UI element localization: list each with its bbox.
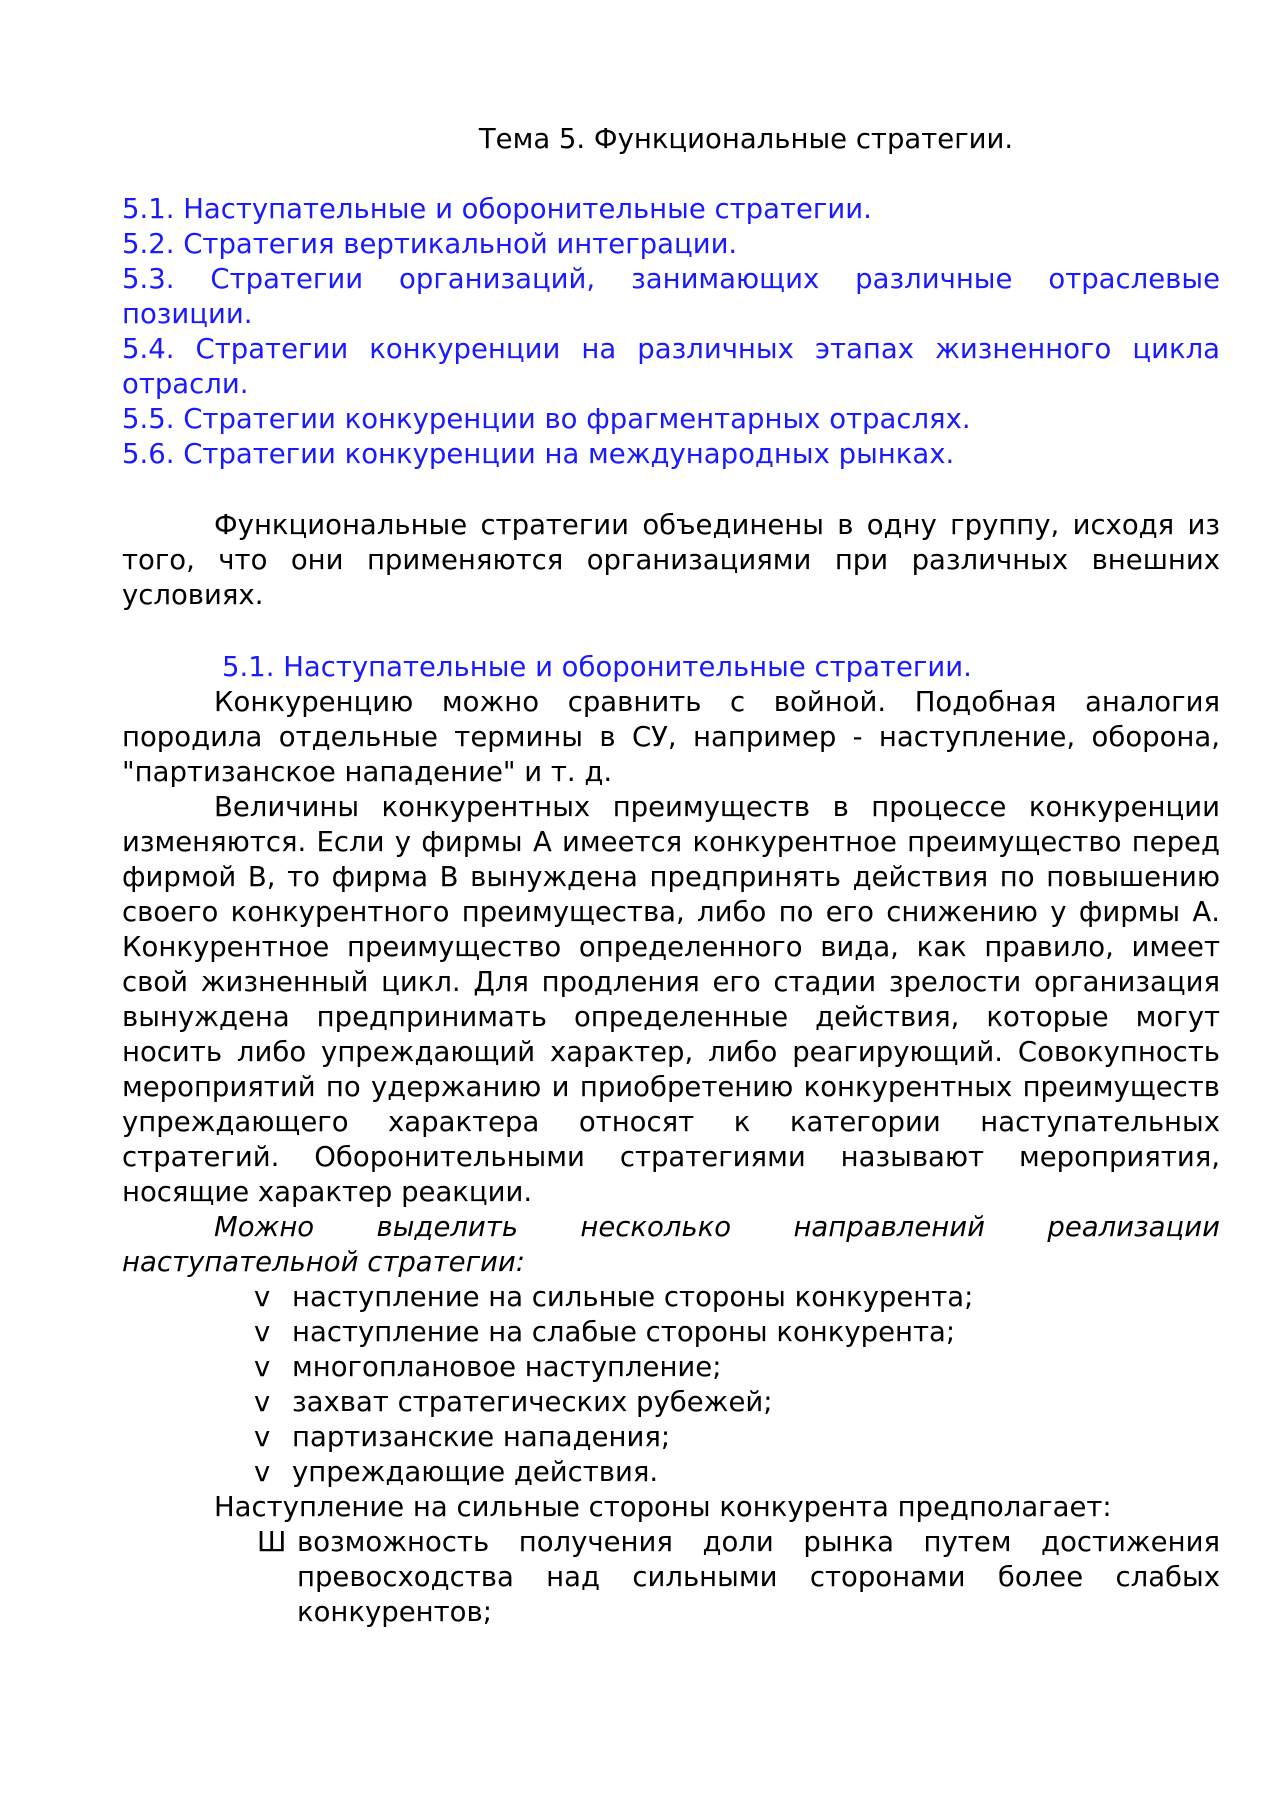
paragraph-strong-attack-intro: Наступление на сильные стороны конкурента предполагает:: [214, 1491, 1112, 1523]
paragraph-offensive-directions: Можно выделить несколько направлений реализации наступательной стратегии:: [122, 1211, 1220, 1278]
section-body: [122, 685, 1220, 1630]
section-heading-5-1[interactable]: 5.1. Наступательные и оборонительные стратегии.: [222, 651, 972, 683]
bullet-marker: v: [254, 1421, 271, 1453]
toc-link-5-6[interactable]: 5.6. Стратегии конкуренции на международных рынках.: [122, 438, 955, 470]
list-item-text: упреждающие действия.: [292, 1456, 659, 1488]
bullet-marker: v: [254, 1456, 271, 1488]
bullet-marker: v: [254, 1281, 271, 1313]
toc-item-5-4[interactable]: [122, 332, 1220, 402]
paragraph-competitive-advantages: Величины конкурентных преимуществ в процессе конкуренции изменяются. Если у фирмы А имеется конкурентное преимущество перед фирмой В, то фирма В вынуждена предпринять действия по повышению своего конкурентного преимущества, либо по его снижению у фирмы А. Конкурентное преимущество определенного вида, как правило, имеет свой жизненный цикл. Для продления его стадии зрелости организация вынуждена предпринимать определенные действия, которые могут носить либо упреждающий характер, либо реагирующий. Совокупность мероприятий по удержанию и приобретению конкурентных преимуществ упреждающего характера относят к категории наступательных стратегий. Оборонительными стратегиями называют мероприятия, носящие характер реакции.: [122, 791, 1220, 1208]
toc-item-5-3[interactable]: [122, 262, 1220, 332]
list-item: [122, 1420, 1220, 1455]
toc-item-5-5[interactable]: [122, 402, 1220, 437]
document-title: Тема 5. Функциональные стратегии.: [478, 123, 1014, 155]
strong-attack-list: [122, 1525, 1220, 1630]
toc-link-5-2[interactable]: 5.2. Стратегия вертикальной интеграции.: [122, 228, 738, 260]
toc-item-5-1[interactable]: [122, 192, 1220, 227]
bullet-marker: v: [254, 1386, 271, 1418]
bullet-marker: v: [254, 1316, 271, 1348]
document-page: [122, 0, 1220, 1811]
toc-item-5-2[interactable]: [122, 227, 1220, 262]
toc-item-5-6[interactable]: [122, 437, 1220, 472]
list-item: [122, 1280, 1220, 1315]
list-item-text: многоплановое наступление;: [292, 1351, 722, 1383]
list-item: [122, 1315, 1220, 1350]
toc-link-5-5[interactable]: 5.5. Стратегии конкуренции во фрагментарных отраслях.: [122, 403, 971, 435]
list-item-text: наступление на сильные стороны конкурента;: [292, 1281, 974, 1313]
list-item-text: возможность получения доли рынка путем достижения превосходства над сильными сторонами более слабых конкурентов;: [297, 1526, 1220, 1628]
bullet-marker: v: [254, 1351, 271, 1383]
list-item: [122, 1525, 1220, 1630]
toc-link-5-4[interactable]: 5.4. Стратегии конкуренции на различных этапах жизненного цикла отрасли.: [122, 333, 1220, 400]
intro-paragraph: Функциональные стратегии объединены в одну группу, исходя из того, что они применяются организациями при различных внешних условиях.: [122, 509, 1220, 611]
offensive-directions-list: [122, 1280, 1220, 1490]
toc-link-5-1[interactable]: 5.1. Наступательные и оборонительные стратегии.: [122, 193, 872, 225]
paragraph-war-analogy: Конкуренцию можно сравнить с войной. Подобная аналогия породила отдельные термины в СУ, например - наступление, оборона, "партизанское нападение" и т. д.: [122, 686, 1220, 788]
sub-bullet-marker: Ш: [257, 1526, 287, 1558]
toc-link-5-3[interactable]: 5.3. Стратегии организаций, занимающих различные отраслевые позиции.: [122, 263, 1220, 330]
list-item-text: наступление на слабые стороны конкурента;: [292, 1316, 956, 1348]
table-of-contents: [122, 192, 1220, 472]
list-item: [122, 1385, 1220, 1420]
list-item: [122, 1455, 1220, 1490]
list-item: [122, 1350, 1220, 1385]
list-item-text: партизанские нападения;: [292, 1421, 671, 1453]
list-item-text: захват стратегических рубежей;: [292, 1386, 773, 1418]
